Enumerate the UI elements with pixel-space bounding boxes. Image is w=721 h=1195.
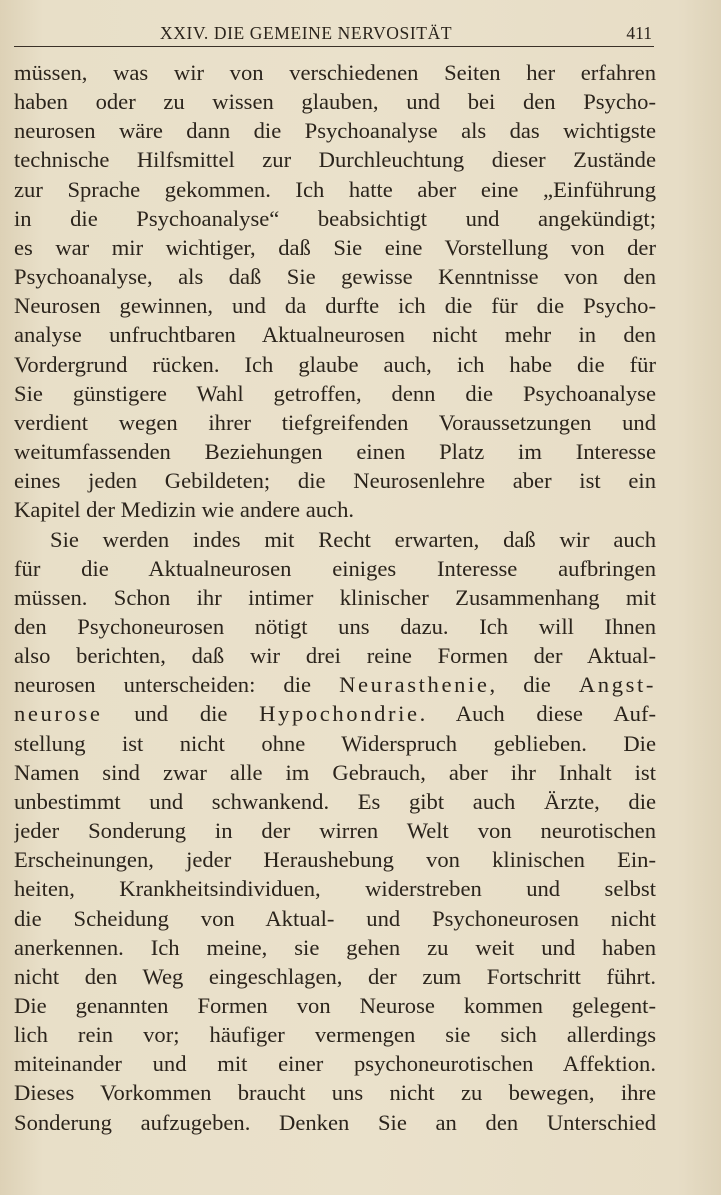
spaced-term-angst: Angst-: [578, 672, 656, 698]
text-line: stellung ist nicht ohne Widerspruch geblieben. Die: [14, 730, 656, 756]
text-line: technische Hilfsmittel zur Durchleuchtung dieser Zustände: [14, 147, 656, 173]
text-line: neurosen wäre dann die Psychoanalyse als das wichtigste: [14, 118, 656, 144]
text-line: haben oder zu wissen glauben, und bei den Psycho-: [14, 89, 656, 115]
text-line: Die genannten Formen von Neurose kommen gelegent-: [14, 993, 656, 1018]
text-line: den Psychoneurosen nötigt uns dazu. Ich will Ihnen: [14, 613, 656, 639]
text-line: Sie werden indes mit Recht erwarten, daß wir auch: [50, 526, 656, 552]
text-fragment: , die: [489, 672, 579, 698]
text-line: müssen, was wir von verschiedenen Seiten her erfahren: [14, 60, 656, 85]
text-fragment: und die: [102, 701, 260, 727]
spaced-term-neurose: neurose: [14, 701, 103, 727]
text-line: anerkennen. Ich meine, sie gehen zu weit und haben: [14, 934, 656, 960]
text-line: lich rein vor; häufiger vermengen sie sich allerdings: [14, 1022, 656, 1048]
paragraph-1: [14, 58, 656, 525]
text-line: die Scheidung von Aktual- und Psychoneurosen nicht: [14, 905, 656, 931]
text-line: für die Aktualneurosen einiges Interesse aufbringen: [14, 555, 656, 581]
text-line: Neurosen gewinnen, und da durfte ich die für die Psycho-: [14, 293, 656, 319]
text-line: eines jeden Gebildeten; die Neurosenlehre aber ist ein: [14, 468, 656, 494]
spaced-term-neurasthenie: Neurasthenie: [339, 672, 490, 698]
text-fragment: . Auch diese Auf-: [419, 701, 656, 727]
spaced-term-hypochondrie: Hypochondrie: [259, 701, 420, 727]
text-line: also berichten, daß wir drei reine Formen der Aktual-: [14, 643, 656, 669]
text-line: Sie günstigere Wahl getroffen, denn die Psychoanalyse: [14, 380, 656, 406]
text-line: es war mir wichtiger, daß Sie eine Vorstellung von der: [14, 234, 656, 260]
text-line: [14, 699, 656, 728]
running-header: [14, 22, 654, 47]
page-number: 411: [626, 23, 652, 43]
text-line: müssen. Schon ihr intimer klinischer Zusammenhang mit: [14, 584, 656, 610]
text-line: jeder Sonderung in der wirren Welt von neurotischen: [14, 818, 656, 844]
text-line: Vordergrund rücken. Ich glaube auch, ich habe die für: [14, 351, 656, 377]
text-line: miteinander und mit einer psychoneurotischen Affektion.: [14, 1051, 656, 1077]
text-line: analyse unfruchtbaren Aktualneurosen nicht mehr in den: [14, 322, 656, 348]
text-line: Psychoanalyse, als daß Sie gewisse Kenntnisse von den: [14, 264, 656, 290]
text-line: [14, 670, 656, 699]
text-line: weitumfassenden Beziehungen einen Platz im Interesse: [14, 439, 656, 465]
text-line: Dieses Vorkommen braucht uns nicht zu bewegen, ihre: [14, 1080, 656, 1106]
text-line: verdient wegen ihrer tiefgreifenden Voraussetzungen und: [14, 409, 656, 435]
text-line: Erscheinungen, jeder Heraushebung von klinischen Ein-: [14, 847, 656, 873]
text-line: in die Psychoanalyse“ beabsichtigt und angekündigt;: [14, 205, 656, 231]
text-line: nicht den Weg eingeschlagen, der zum Fortschritt führt.: [14, 963, 656, 989]
text-line: zur Sprache gekommen. Ich hatte aber eine „Einführung: [14, 176, 656, 202]
text-line: heiten, Krankheitsindividuen, widerstreben und selbst: [14, 876, 656, 902]
paragraph-2: [14, 525, 656, 1137]
body-text: [14, 58, 656, 1137]
text-line: Kapitel der Medizin wie andere auch.: [14, 497, 355, 523]
text-line: Namen sind zwar alle im Gebrauch, aber ihr Inhalt ist: [14, 759, 656, 785]
text-fragment: neurosen unterscheiden: die: [14, 672, 340, 698]
text-line: Sonderung aufzugeben. Denken Sie an den Unterschied: [14, 1109, 656, 1135]
text-line: unbestimmt und schwankend. Es gibt auch Ärzte, die: [14, 788, 656, 814]
chapter-title: XXIV. DIE GEMEINE NERVOSITÄT: [160, 23, 453, 43]
